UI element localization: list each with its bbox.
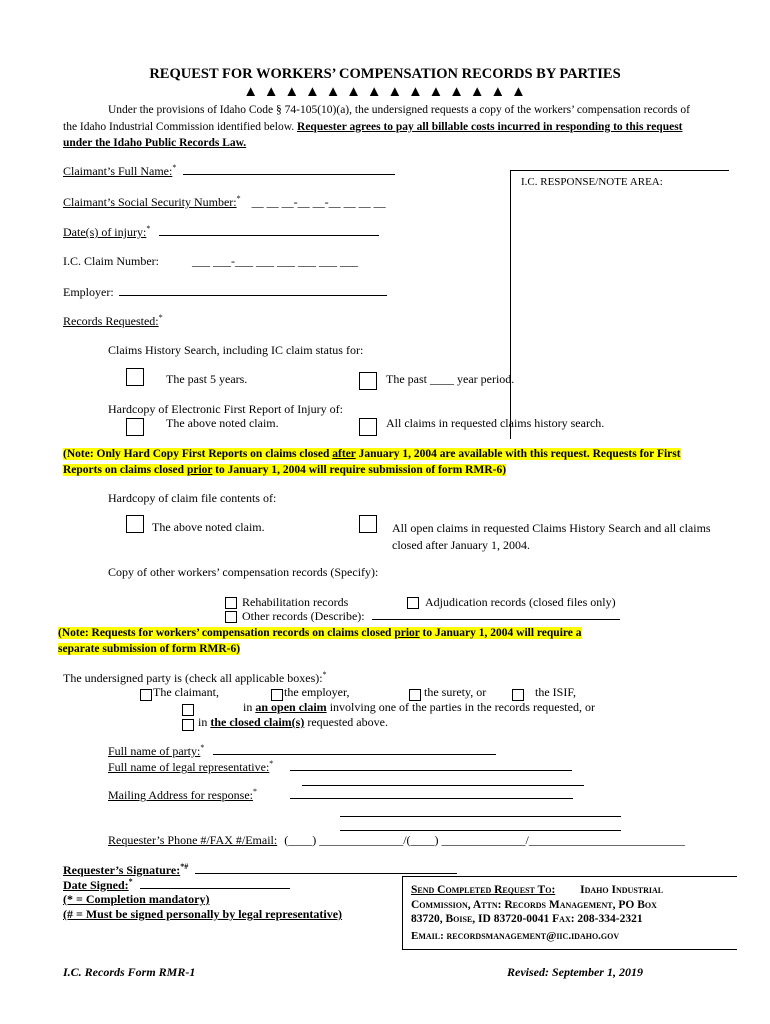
injury-dates-field[interactable]: Date(s) of injury:* (63, 224, 379, 240)
adjudication-records-label: Adjudication records (closed files only) (425, 595, 616, 609)
employer-label: the employer, (284, 685, 350, 699)
footer-revised-date: Revised: September 1, 2019 (507, 965, 643, 979)
first-report-all-claims-checkbox[interactable] (359, 418, 377, 436)
surety-label: the surety, or (424, 685, 487, 699)
employer-field[interactable]: Employer: (63, 285, 387, 300)
response-area-label: I.C. RESPONSE/NOTE AREA: (521, 176, 663, 188)
first-report-above-claim-checkbox[interactable] (126, 418, 144, 436)
first-report-heading: Hardcopy of Electronic First Report of Injury of: (108, 402, 343, 416)
legal-rep-line-2[interactable] (302, 785, 584, 786)
send-box-line-3: 83720, Boise, ID 83720-0041 Fax: 208-334-2321 (411, 913, 643, 925)
claim-file-all-open-checkbox[interactable] (359, 515, 377, 533)
rehab-records-checkbox[interactable] (225, 597, 237, 609)
closed-claim-label: in the closed claim(s) requested above. (198, 715, 388, 729)
open-claim-label: in an open claim involving one of the parties in the records requested, or (243, 700, 595, 714)
send-box-email[interactable]: Email: recordsmanagement@iic.idaho.gov (411, 930, 620, 942)
closed-claim-checkbox[interactable] (182, 719, 194, 731)
open-claim-checkbox[interactable] (182, 704, 194, 716)
claim-number-field[interactable]: I.C. Claim Number: ___ ___-___ ___ ___ ___ ___ ___ (63, 254, 358, 268)
intro-line-2: the Idaho Industrial Commission identified below. Requester agrees to pay all billable costs incurred in responding to this request (63, 121, 683, 133)
claim-file-above-label: The above noted claim. (152, 520, 265, 534)
title-triangles: ▲ ▲ ▲ ▲ ▲ ▲ ▲ ▲ ▲ ▲ ▲ ▲ ▲ ▲ (243, 84, 527, 100)
claimant-checkbox[interactable] (140, 689, 152, 701)
records-requested-label: Records Requested:* (63, 313, 163, 328)
past-5-years-label: The past 5 years. (166, 372, 248, 386)
other-records-checkbox[interactable] (225, 611, 237, 623)
intro-line-3: under the Idaho Public Records Law. (63, 137, 247, 149)
signature-field[interactable]: Requester’s Signature:*# (63, 862, 457, 878)
ssn-field[interactable]: Claimant’s Social Security Number:* __ __ __-__ __-__ __ __ __ (63, 194, 386, 209)
mailing-address-field[interactable]: Mailing Address for response:* (108, 787, 573, 803)
first-report-all-claims-label: All claims in requested claims history search. (386, 416, 605, 430)
mailing-line-3[interactable] (340, 830, 621, 831)
note-closed-prior: (Note: Requests for workers’ compensation records on claims closed prior to January 1, 2004 will require a separate submission of form RMR-6) (58, 627, 582, 655)
intro-line-1: Under the provisions of Idaho Code § 74-105(10)(a), the undersigned requests a copy of the workers’ compensation records of (108, 104, 690, 116)
legal-rep-signature-note: (# = Must be signed personally by legal representative) (63, 907, 343, 921)
party-heading: The undersigned party is (check all applicable boxes):* (63, 670, 327, 685)
phone-fax-email-field[interactable]: Requester’s Phone #/FAX #/Email: (____) ______________/(____) ______________/__________________________ (108, 833, 685, 847)
claimant-label: The claimant, (153, 685, 219, 699)
first-report-above-claim-label: The above noted claim. (166, 416, 279, 430)
claim-file-heading: Hardcopy of claim file contents of: (108, 491, 277, 505)
claim-file-above-checkbox[interactable] (126, 515, 144, 533)
completion-mandatory-note: (* = Completion mandatory) (63, 892, 210, 906)
claims-history-heading: Claims History Search, including IC claim status for: (108, 343, 364, 357)
note-first-reports: (Note: Only Hard Copy First Reports on claims closed after January 1, 2004 are available with this request. Requests for First Reports on claims closed prior to January 1, 2004 will require submission of form RMR-6) (63, 448, 681, 476)
past-year-period-label: The past ____ year period. (386, 372, 515, 386)
adjudication-records-checkbox[interactable] (407, 597, 419, 609)
legal-rep-field[interactable]: Full name of legal representative:* (108, 759, 572, 775)
rehab-records-label: Rehabilitation records (242, 595, 349, 609)
claimant-name-field[interactable]: Claimant’s Full Name:* (63, 163, 395, 179)
send-box-line-1: Send Completed Request To: Idaho Industrial (411, 884, 664, 896)
past-5-years-checkbox[interactable] (126, 368, 144, 386)
other-records-heading: Copy of other workers’ compensation records (Specify): (108, 565, 379, 579)
mailing-line-2[interactable] (340, 816, 621, 817)
claim-file-all-open-label: All open claims in requested Claims History Search and all claims closed after January 1, 2004. (392, 521, 711, 552)
response-area-box (510, 170, 729, 439)
footer-form-id: I.C. Records Form RMR-1 (63, 965, 196, 979)
other-records-field[interactable]: Other records (Describe): (242, 609, 620, 624)
party-name-field[interactable]: Full name of party:* (108, 743, 496, 759)
isif-label: the ISIF, (535, 685, 577, 699)
past-year-period-checkbox[interactable] (359, 372, 377, 390)
send-box-line-2: Commission, Attn: Records Management, PO Box (411, 899, 657, 911)
date-signed-field[interactable]: Date Signed:* (63, 877, 290, 893)
page-title: REQUEST FOR WORKERS’ COMPENSATION RECORDS BY PARTIES (149, 66, 621, 82)
